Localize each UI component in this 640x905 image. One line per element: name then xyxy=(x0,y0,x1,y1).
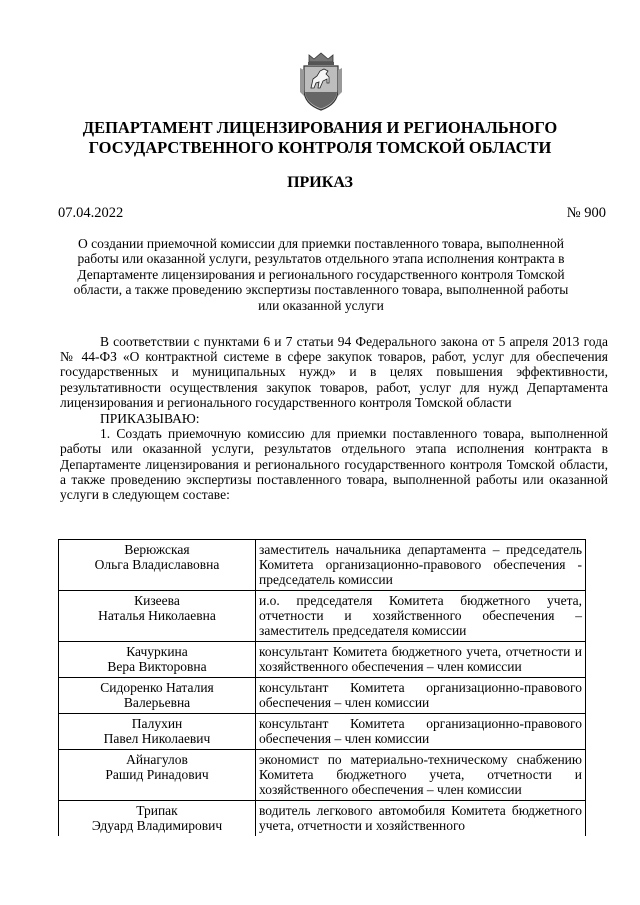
member-surname: Трипак xyxy=(136,803,178,818)
department-line-2: ГОСУДАРСТВЕННОГО КОНТРОЛЯ ТОМСКОЙ ОБЛАСТИ xyxy=(88,138,552,157)
table-row xyxy=(59,714,586,750)
coat-of-arms-icon xyxy=(296,52,346,112)
member-surname: Верюжская xyxy=(124,542,190,557)
member-given-names: Вера Викторовна xyxy=(107,659,207,674)
member-name-cell xyxy=(59,591,256,642)
member-given-names: Ольга Владиславовна xyxy=(94,557,220,572)
member-name-cell xyxy=(59,678,256,714)
member-name-cell xyxy=(59,714,256,750)
member-given-names: Валерьевна xyxy=(123,695,191,710)
member-given-names: Наталья Николаевна xyxy=(98,608,216,623)
member-name-cell xyxy=(59,801,256,837)
member-role: экономист по материально-техническому снабжению Комитета бюджетного учета, отчетности и хозяйственного обеспечения – член комиссии xyxy=(256,750,586,801)
member-role: консультант Комитета бюджетного учета, отчетности и хозяйственного обеспечения – член комиссии xyxy=(256,642,586,678)
item-1-paragraph: 1. Создать приемочную комиссию для приемки поставленного товара, выполненной работы или оказанной услуги, результатов отдельного этапа исполнения контракта в Департаменте лицензирования и регионального государственного контроля Томской области, а также проведению экспертизы поставленного товара, выполненной работы или оказанной услуги в следующем составе: xyxy=(60,426,608,503)
member-role: водитель легкового автомобиля Комитета бюджетного учета, отчетности и хозяйственного xyxy=(256,801,586,837)
commission-members-table xyxy=(58,539,586,836)
member-role: заместитель начальника департамента – председатель Комитета организационно-правового обеспечения - председатель комиссии xyxy=(256,540,586,591)
table-row xyxy=(59,801,586,837)
order-subject: О создании приемочной комиссии для приемки поставленного товара, выполненной работы или оказанной услуги, результатов отдельного этапа исполнения контракта в Департаменте лицензирования и регионального государственного контроля Томской области, а также проведению экспертизы поставленного товара, выполненной работы или оказанной услуги xyxy=(73,236,569,313)
order-number: № 900 xyxy=(566,205,606,221)
member-name-cell xyxy=(59,642,256,678)
table-row xyxy=(59,750,586,801)
document-type: ПРИКАЗ xyxy=(287,174,353,191)
member-surname: Качуркина xyxy=(126,644,188,659)
table-row xyxy=(59,540,586,591)
member-role: консультант Комитета организационно-правового обеспечения – член комиссии xyxy=(256,678,586,714)
member-surname: Палухин xyxy=(131,716,183,731)
order-word: ПРИКАЗЫВАЮ: xyxy=(100,411,200,427)
member-given-names: Павел Николаевич xyxy=(103,731,211,746)
department-name xyxy=(60,118,580,158)
member-surname: Кизеева xyxy=(134,593,180,608)
department-line-1: ДЕПАРТАМЕНТ ЛИЦЕНЗИРОВАНИЯ И РЕГИОНАЛЬНОГО xyxy=(82,118,558,137)
member-surname: Сидоренко Наталия xyxy=(100,680,214,695)
member-given-names: Эдуард Владимирович xyxy=(91,818,223,833)
member-name-cell xyxy=(59,540,256,591)
order-body xyxy=(60,334,608,502)
member-role: консультант Комитета организационно-правового обеспечения – член комиссии xyxy=(256,714,586,750)
table-row xyxy=(59,678,586,714)
member-name-cell xyxy=(59,750,256,801)
member-surname: Айнагулов xyxy=(126,752,188,767)
table-row xyxy=(59,591,586,642)
member-given-names: Рашид Ринадович xyxy=(105,767,209,782)
member-role: и.о. председателя Комитета бюджетного учета, отчетности и хозяйственного обеспечения – заместитель председателя комиссии xyxy=(256,591,586,642)
table-row xyxy=(59,642,586,678)
order-date: 07.04.2022 xyxy=(58,205,124,221)
preamble-paragraph: В соответствии с пунктами 6 и 7 статьи 94 Федерального закона от 5 апреля 2013 года № 44-ФЗ «О контрактной системе в сфере закупок товаров, работ, услуг для обеспечения государственных и муниципальных нужд» и в целях повышения эффективности, результативности осуществления закупок товаров, работ, услуг для нужд Департамента лицензирования и регионального государственного контроля Томской области xyxy=(60,334,608,410)
